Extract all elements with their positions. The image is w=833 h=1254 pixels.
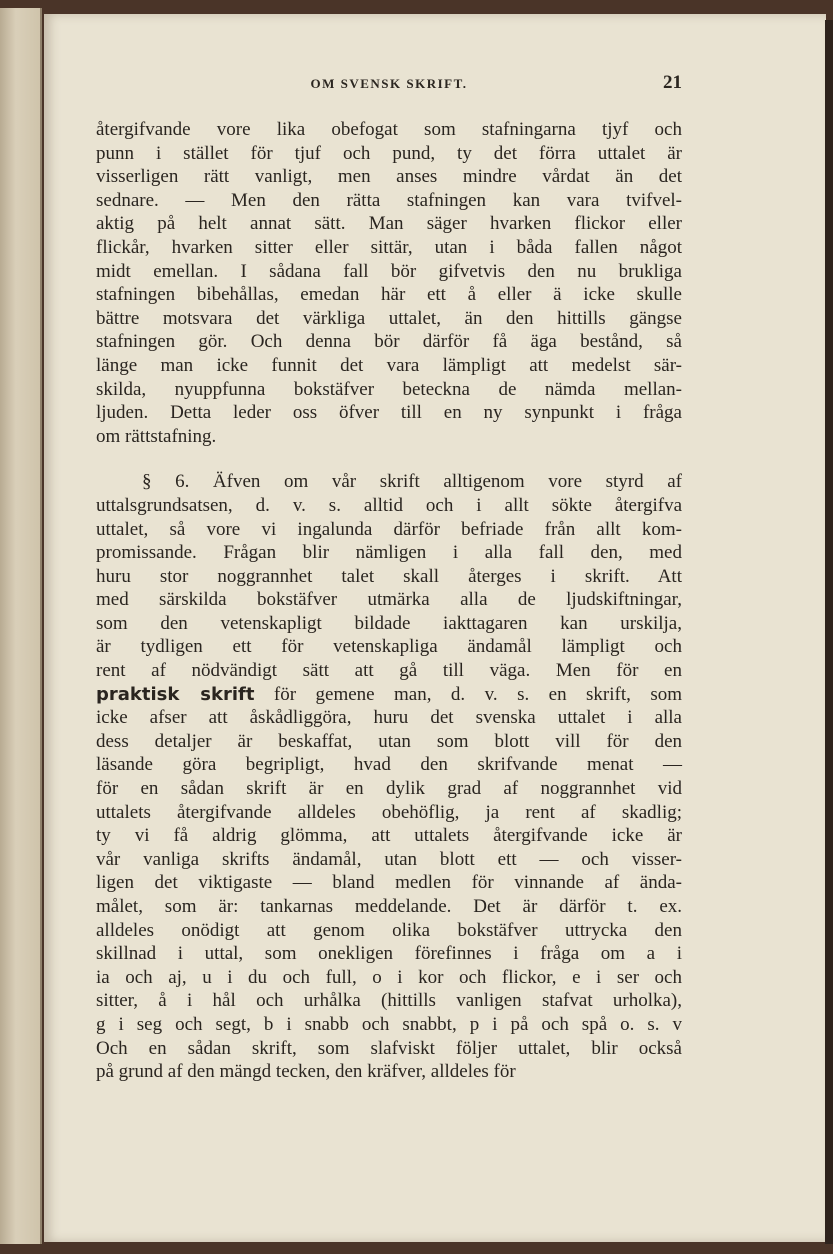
text-line: skillnad i uttal, som onekligen förefinnes i fråga om a i	[96, 943, 682, 965]
body-text	[96, 118, 682, 1084]
text-line: uttalsgrundsatsen, d. v. s. alltid och i allt sökte återgifva	[96, 494, 682, 516]
text-line: sednare. — Men den rätta stafningen kan vara tvifvel-	[96, 189, 682, 211]
text-line: är tydligen ett för vetenskapliga ändamål lämpligt och	[96, 636, 682, 658]
text-line: midt emellan. I sådana fall bör gifvetvis den nu brukliga	[96, 260, 682, 282]
text-line: Och en sådan skrift, som slafviskt följer uttalet, blir också	[96, 1037, 682, 1059]
text-line: för en sådan skrift är en dylik grad af noggrannhet vid	[96, 778, 682, 800]
text-line: uttalet, så vore vi ingalunda därför befriade från allt kom-	[96, 518, 682, 540]
text-line: återgifvande vore lika obefogat som stafningarna tjyf och	[96, 119, 682, 140]
text-line: som den vetenskapligt bildade iakttagaren kan urskilja,	[96, 612, 682, 634]
text-line: huru stor noggrannhet talet skall återges i skrift. Att	[96, 565, 682, 587]
text-line-emphasis	[96, 683, 682, 707]
facing-page-edge	[0, 8, 42, 1244]
paragraph-gap	[96, 448, 682, 470]
text-line-rest: för gemene man, d. v. s. en skrift, som	[273, 683, 683, 705]
section-start-line: § 6. Äfven om vår skrift alltigenom vore styrd af	[142, 471, 682, 493]
text-line: sitter, å i hål och urhålka (hittills vanligen stafvat urholka),	[96, 990, 682, 1012]
text-line: ty vi få aldrig glömma, att uttalets återgifvande icke är	[96, 825, 682, 847]
text-line: ia och aj, u i du och full, o i kor och flickor, e i ser och	[96, 966, 682, 988]
text-line: promissande. Frågan blir nämligen i alla fall den, med	[96, 542, 682, 564]
text-line: vår vanliga skrifts ändamål, utan blott ett — och visser-	[96, 848, 682, 870]
text-line: alldeles onödigt att genom olika bokstäfver uttrycka den	[96, 919, 682, 941]
running-head: OM SVENSK SKRIFT.	[310, 76, 468, 91]
text-line: g i seg och segt, b i snabb och snabbt, p i på och spå o. s. v	[96, 1013, 682, 1035]
text-line: visserligen rätt vanligt, men anses mindre vårdat än det	[96, 166, 682, 188]
text-line: aktig på helt annat sätt. Man säger hvarken flickor eller	[96, 213, 682, 235]
text-line: stafningen bibehållas, emedan här ett å eller ä icke skulle	[96, 284, 682, 306]
text-line: läsande göra begripligt, hvad den skrifvande menat —	[96, 754, 682, 776]
text-line: ligen det viktigaste — bland medlen för vinnande af ända-	[96, 872, 682, 894]
text-line: uttalets återgifvande alldeles obehöflig, ja rent af skadlig;	[96, 801, 682, 823]
text-line: på grund af den mängd tecken, den kräfver, alldeles för	[96, 1061, 516, 1083]
text-line: skilda, nyuppfunna bokstäfver beteckna de nämda mellan-	[96, 378, 682, 400]
text-line: bättre motsvara det värkliga uttalet, än den hittills gängse	[96, 307, 682, 329]
text-line: länge man icke funnit det vara lämpligt att medelst sär-	[96, 354, 682, 376]
text-line: icke afser att åskådliggöra, huru det svenska uttalet i alla	[96, 707, 682, 729]
text-line: rent af nödvändigt sätt att gå till väga. Men för en	[96, 660, 682, 682]
text-line: dess detaljer är beskaffat, utan som blott vill för den	[96, 730, 682, 752]
text-line: ljuden. Detta leder oss öfver till en ny synpunkt i fråga	[96, 402, 682, 424]
emphasized-term: praktisk skrift	[96, 683, 255, 705]
text-line: med särskilda bokstäfver utmärka alla de ljudskiftningar,	[96, 589, 682, 611]
text-line: om rättstafning.	[96, 425, 217, 447]
page-number: 21	[663, 72, 682, 93]
text-line: stafningen gör. Och denna bör därför få äga bestånd, så	[96, 331, 682, 353]
page-header	[96, 72, 682, 98]
text-line: målet, som är: tankarnas meddelande. Det är därför t. ex.	[96, 896, 682, 917]
book-edge-shadow	[825, 20, 833, 1244]
text-line: punn i stället för tjuf och pund, ty det förra uttalet är	[96, 142, 682, 164]
text-line: flickår, hvarken sitter eller sittär, utan i båda fallen något	[96, 236, 682, 258]
